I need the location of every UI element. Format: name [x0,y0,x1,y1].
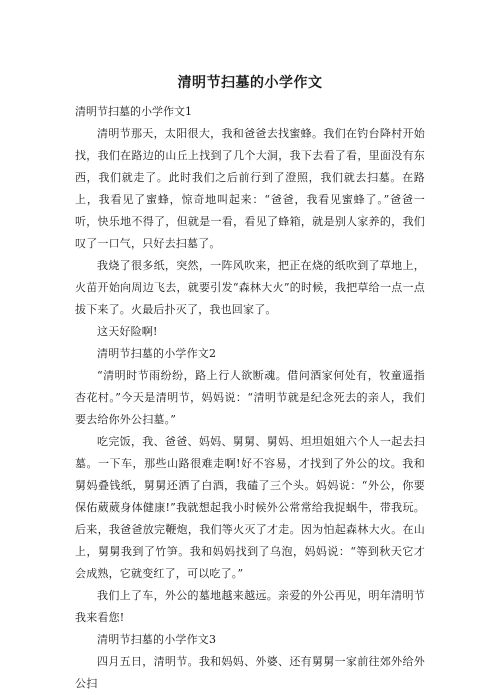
document-title: 清明节扫墓的小学作文 [177,75,323,91]
paragraph: 我们上了车，外公的墓地越来越远。亲爱的外公再见，明年清明节我来看您! [75,589,425,624]
paragraph: 清明节那天，太阳很大，我和爸爸去找蜜蜂。我们在钓台降村开始找，我们在路边的山丘上找到了几个大洞，我下去看了看，里面没有东西，我们就走了。此时我们之后前行到了澄照，我们就去扫墓。在路上，我看见了蜜蜂，惊奇地叫起来：“爸爸，我看见蜜蜂了。”爸爸一听，快乐地不得了，但就是一看，看见了蜂箱，就是别人家养的，我们叹了一口气，只好去扫墓了。 [75,127,425,250]
paragraph: “清明时节雨纷纷，路上行人欲断魂。借问酒家何处有，牧童遥指杏花村。”今天是清明节，妈妈说：“清明节就是纪念死去的亲人，我们要去给你外公扫墓。” [75,369,425,426]
section-heading: 清明节扫墓的小学作文1 [75,105,192,118]
document-page [75,72,425,695]
section-heading: 清明节扫墓的小学作文2 [97,347,217,360]
section-2 [75,343,425,629]
section-1 [75,101,425,343]
paragraph: 这天好险啊! [97,325,158,338]
paragraph: 我烧了很多纸，突然，一阵风吹来，把正在烧的纸吹到了草地上，火苗开始向周边飞去，就要引发“森林大火”的时候，我把草给一点一点拔下来了。火最后扑灭了，我也回家了。 [75,259,425,316]
paragraph: 四月五日，清明节。我和妈妈、外婆、还有舅舅一家前往郊外给外公扫 [75,655,425,690]
paragraph: 吃完饭，我、爸爸、妈妈、舅舅、舅妈、坦坦姐姐六个人一起去扫墓。一下车，那些山路很难走啊!好不容易，才找到了外公的坟。我和舅妈叠钱纸，舅舅还洒了白酒，我磕了三个头。妈妈说：“外公，你要保佑葳葳身体健康!”我就想起我小时候外公常常给我捉蜗牛，带我玩。后来，我爸爸放完鞭炮，我们等火灭了才走。因为怕起森林大火。在山上，舅舅我到了竹笋。我和妈妈找到了乌泡，妈妈说：“等到秋天它才会成熟，它就变红了，可以吃了。” [75,435,425,580]
section-heading: 清明节扫墓的小学作文3 [97,633,217,646]
section-3 [75,629,425,695]
